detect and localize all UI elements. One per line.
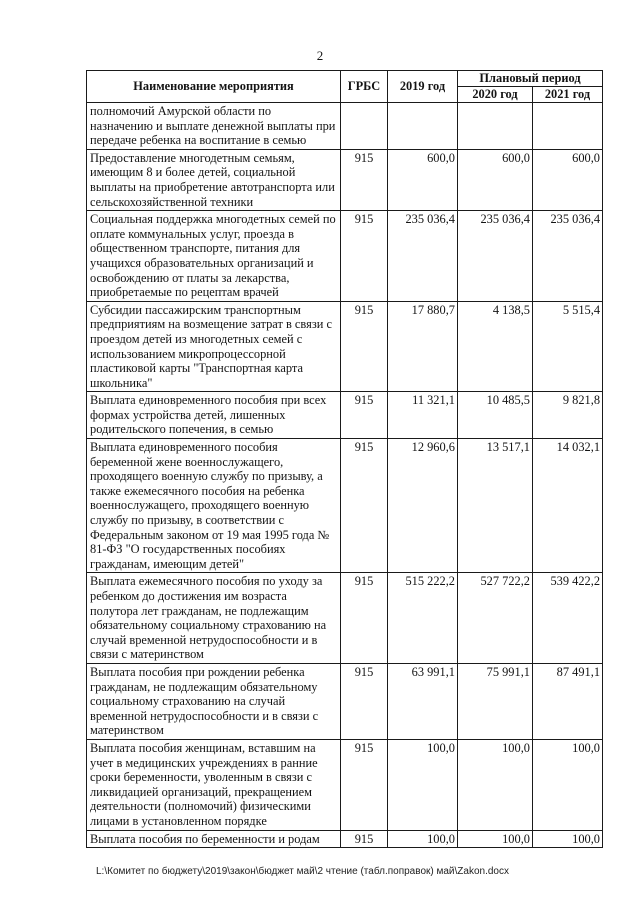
row-2020: 100,0: [458, 739, 533, 830]
row-name: Выплата пособия женщинам, вставшим на учет в медицинских учреждениях в ранние сроки беременности, уволенным в связи с ликвидацией организаций, прекращением деятельности (полномочий) физическими лицами в установленном порядке: [87, 739, 341, 830]
row-2021: 100,0: [533, 739, 603, 830]
row-grbs: 915: [341, 301, 388, 392]
table-row: [87, 211, 603, 302]
row-grbs: 915: [341, 830, 388, 848]
header-2020: 2020 год: [458, 87, 533, 103]
row-2020: 10 485,5: [458, 392, 533, 439]
table-row: [87, 830, 603, 848]
row-2020: 527 722,2: [458, 573, 533, 664]
row-2020: 13 517,1: [458, 439, 533, 573]
row-grbs: 915: [341, 149, 388, 210]
page-number: 2: [316, 48, 324, 63]
row-2020: 100,0: [458, 830, 533, 848]
header-name: Наименование мероприятия: [87, 71, 341, 103]
row-2019: 12 960,6: [388, 439, 458, 573]
row-2019: 63 991,1: [388, 663, 458, 739]
row-name: Выплата пособия при рождении ребенка гражданам, не подлежащим обязательному социальному страхованию на случай временной нетрудоспособности и в связи с материнством: [87, 663, 341, 739]
row-2021: 9 821,8: [533, 392, 603, 439]
row-2021: 235 036,4: [533, 211, 603, 302]
row-2019: 100,0: [388, 830, 458, 848]
row-name: полномочий Амурской области по назначению и выплате денежной выплаты при передаче ребенка на воспитание в семью: [87, 103, 341, 150]
row-2021: 100,0: [533, 830, 603, 848]
row-grbs: 915: [341, 573, 388, 664]
row-2021: 600,0: [533, 149, 603, 210]
row-2019: 235 036,4: [388, 211, 458, 302]
table-row: [87, 103, 603, 150]
row-2020: [458, 103, 533, 150]
row-2019: 17 880,7: [388, 301, 458, 392]
row-2019: [388, 103, 458, 150]
file-path-footer: L:\Комитет по бюджету\2019\закон\бюджет май\2 чтение (табл.поправок) май\Zakon.docx: [96, 866, 509, 877]
header-grbs: ГРБС: [341, 71, 388, 103]
row-name: Выплата пособия по беременности и родам: [87, 830, 341, 848]
table-row: [87, 573, 603, 664]
row-2019: 100,0: [388, 739, 458, 830]
row-grbs: 915: [341, 439, 388, 573]
row-2021: 14 032,1: [533, 439, 603, 573]
row-grbs: 915: [341, 392, 388, 439]
row-2021: [533, 103, 603, 150]
row-grbs: 915: [341, 739, 388, 830]
row-grbs: 915: [341, 211, 388, 302]
row-2020: 600,0: [458, 149, 533, 210]
table-row: [87, 739, 603, 830]
header-planned-period: Плановый период: [458, 71, 603, 87]
row-2019: 600,0: [388, 149, 458, 210]
row-2020: 235 036,4: [458, 211, 533, 302]
row-name: Выплата единовременного пособия беременной жене военнослужащего, проходящего военную службу по призыву, а также ежемесячного пособия на ребенка военнослужащего, проходящего военную службу по призыву, в соответствии с Федеральным законом от 19 мая 1995 года № 81-ФЗ "О государственных пособиях гражданам, имеющим детей": [87, 439, 341, 573]
header-2021: 2021 год: [533, 87, 603, 103]
row-grbs: [341, 103, 388, 150]
table-header: [87, 71, 603, 103]
table-row: [87, 439, 603, 573]
table-body: [87, 103, 603, 848]
row-name: Социальная поддержка многодетных семей по оплате коммунальных услуг, проезда в общественном транспорте, питания для учащихся образовательных организаций и освобождению от платы за лекарства, приобретаемые по рецептам врачей: [87, 211, 341, 302]
header-2019: 2019 год: [388, 71, 458, 103]
row-name: Субсидии пассажирским транспортным предприятиям на возмещение затрат в связи с проездом детей из многодетных семей с использованием микропроцессорной пластиковой карты "Транспортная карта школьника": [87, 301, 341, 392]
table-row: [87, 149, 603, 210]
table-row: [87, 663, 603, 739]
row-2021: 5 515,4: [533, 301, 603, 392]
row-2019: 11 321,1: [388, 392, 458, 439]
table-row: [87, 392, 603, 439]
row-grbs: 915: [341, 663, 388, 739]
row-2019: 515 222,2: [388, 573, 458, 664]
row-name: Выплата ежемесячного пособия по уходу за ребенком до достижения им возраста полутора лет гражданам, не подлежащим обязательному социальному страхованию на случай временной нетрудоспособности и в связи с материнством: [87, 573, 341, 664]
row-2020: 4 138,5: [458, 301, 533, 392]
row-2020: 75 991,1: [458, 663, 533, 739]
budget-table: [86, 70, 603, 848]
row-name: Выплата единовременного пособия при всех формах устройства детей, лишенных родительского попечения, в семью: [87, 392, 341, 439]
table-row: [87, 301, 603, 392]
row-2021: 539 422,2: [533, 573, 603, 664]
row-2021: 87 491,1: [533, 663, 603, 739]
row-name: Предоставление многодетным семьям, имеющим 8 и более детей, социальной выплаты на приобретение автотранспорта или сельскохозяйственной техники: [87, 149, 341, 210]
